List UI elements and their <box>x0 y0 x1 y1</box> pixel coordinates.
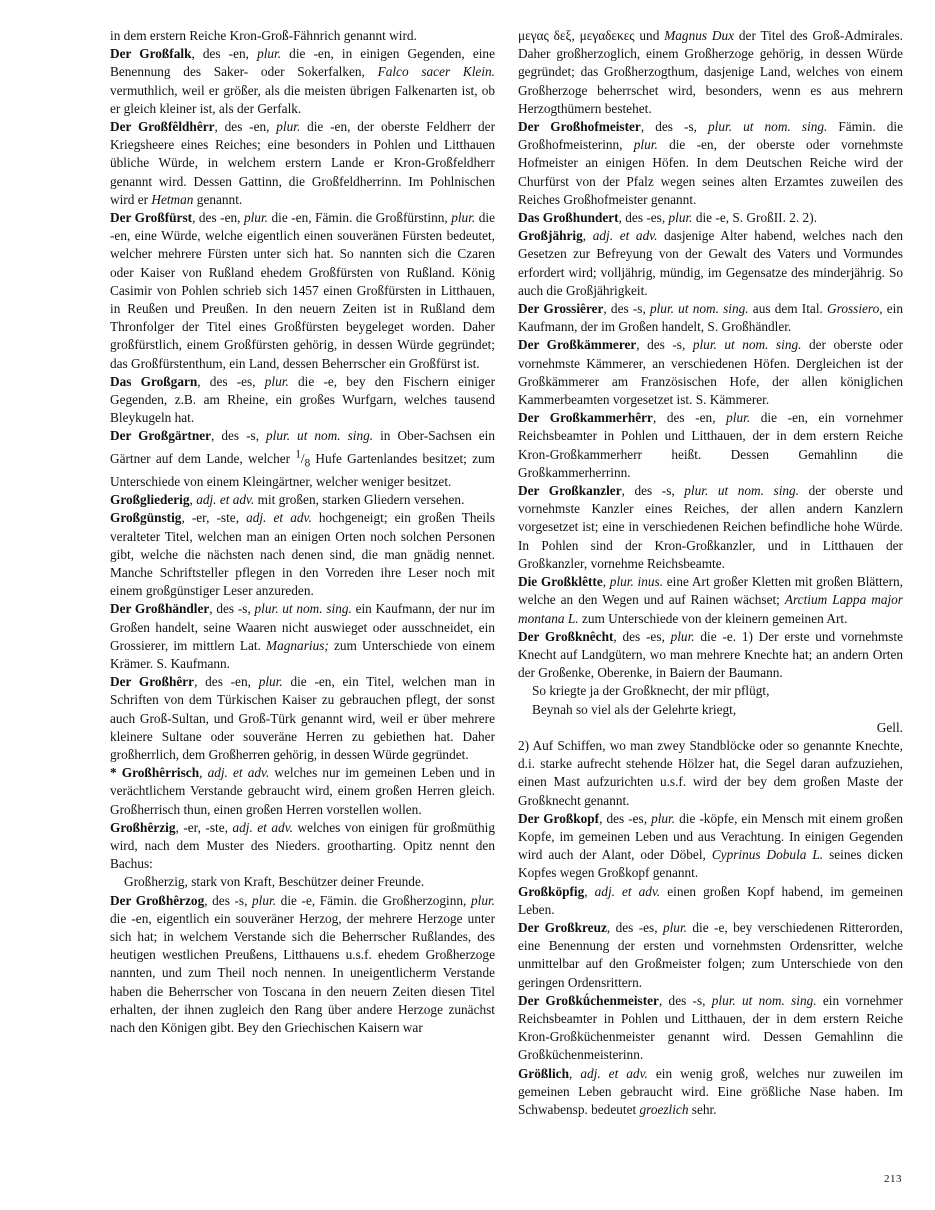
dictionary-entry <box>110 600 495 673</box>
entry-headword: Großhêrzig <box>110 819 176 835</box>
entry-text: , adj. et adv. dasjenige Alter habend, welches nach den Gesetzen zur Befreyung von der Gewalt des Vaters und Vormundes erfordert wird; volljährig, mündig, im Gegensatze des minderjährig. So auch die Großjährigkeit. <box>518 228 903 298</box>
dictionary-entry <box>518 573 903 628</box>
dictionary-entry <box>110 45 495 118</box>
right-column <box>518 27 903 1119</box>
entry-text: , des -s, plur. die -e, Fämin. die Großherzoginn, plur. die -en, eigentlich ein souveräner Herzog, der mehrere Herzoge unter sich hat; in welchem Verstande sich die Beherrscher Rußlandes, des heutigen westlichen Preußens, Litthauens u.s.f. ehedem Großherzoge nannten, und zum Theil noch nennen. In uneigentlicherm Verstande haben die Beherrscher von Toscana in den neuern Zeiten diesen Titel erhalten, der ihnen zugleich den Rang über andere Herzoge zunächst nach den Königen gibt. Bey den Griechischen Kaisern war <box>110 892 496 1036</box>
entry-text: , des -en, plur. die -en, ein vornehmer Reichsbeamter in Pohlen und Litthauen, der in dem erstern Reiche Kron-Großkammerherr heißt. Dessen Gemahlinn die Großkammerherrinn. <box>518 410 904 480</box>
entry-text: , -er, -ste, adj. et adv. welches von einigen für großmüthig wird, nach dem Muster des Nieders. grootharting. Opitz nennt den Bachus: <box>110 819 495 872</box>
entry-headword: Der Großkreuz <box>518 919 607 935</box>
dictionary-entry <box>110 491 495 509</box>
dictionary-entry <box>518 1065 903 1120</box>
entry-headword: Der Großhändler <box>110 601 210 617</box>
dictionary-entry <box>110 373 495 428</box>
entry-text: , des -s, plur. ut nom. sing. aus dem Ital. Grossiero, ein Kaufmann, der im Großen handelt, S. Großhändler. <box>518 301 903 335</box>
entry-headword: Der Großhêrzog <box>110 892 205 908</box>
dictionary-entry <box>110 427 495 491</box>
left-column <box>110 27 495 1037</box>
dictionary-entry <box>518 27 903 118</box>
entry-headword: Der Großkanzler <box>518 483 622 499</box>
entry-headword: * Großhêrrisch <box>110 765 200 781</box>
dictionary-entry <box>518 227 903 300</box>
dictionary-entry <box>110 209 495 373</box>
dictionary-entry <box>518 628 903 683</box>
entry-headword: Der Großhofmeister <box>518 119 641 135</box>
entry-text: , des -en, plur. die -en, der oberste Feldherr der Kriegsheere eines Reiches; eine besonders in Pohlen und Litthauen übliche Würde, in welchem erstern Lande er Kron-Großfeldherr genannt wird. Dessen Gattinn, die Großfeldherrinn. Im Pohlnischen wird er Hetman genannt. <box>110 119 495 207</box>
entry-text: , des -s, plur. ut nom. sing. der oberste oder vornehmste Kämmerer, an verschiedenen Höfen. Dergleichen ist der Großkämmerer am Französischen Hofe, der allen königlichen Kammerbeamten vorgesetzet ist. S. Kämmerer. <box>518 337 903 408</box>
entry-text: , plur. inus. eine Art großer Kletten mit großen Blättern, welche an den Wegen und auf Rainen wächset; Arctium Lappa major montana L. zum Unterschiede von der kleinern gemeinen Art. <box>518 574 903 626</box>
entry-text: , des -es, plur. die -e. 1) Der erste und vornehmste Knecht auf Landgütern, wo man mehrere Knechte hat; an andern Orten der Großenke, Oberenke, in Baiern der Baumann. <box>518 628 903 681</box>
entry-headword: Der Großgärtner <box>110 428 212 444</box>
dictionary-entry <box>110 118 495 209</box>
dictionary-entry <box>518 209 903 227</box>
entry-headword: Großjährig <box>518 228 583 244</box>
dictionary-entry <box>518 810 903 883</box>
entry-headword: Das Großgarn <box>110 373 198 389</box>
entry-headword: Der Großfêldhêrr <box>110 119 215 135</box>
entry-text: , des -en, plur. die -en, ein Titel, welchen man in Schriften von dem Türkischen Kaiser zu gebrauchen pflegt, der sonst auch Groß-Sultan, und Groß-Türk genannt wird, weil er über mehrere kleinere Sultane oder souveräne Herren zu gebiethen hat. Daher großherrlich, dem Großherren gehörig, in dessen Würde gegründet. <box>110 674 496 762</box>
entry-headword: Das Großhundert <box>518 210 619 226</box>
dictionary-entry <box>110 819 495 874</box>
entry-headword: Der Großkammerhêrr <box>518 410 653 426</box>
entry-text: , des -es, plur. die -e, S. GroßII. 2. 2). <box>618 210 817 226</box>
entry-text: , des -en, plur. die -en, Fämin. die Großfürstinn, plur. die -en, eine Würde, welche eigentlich einen souveränen Fürsten bedeutet, welcher mehrere Fürsten unter sich hat. So nannten sich die Czaren oder Kaiser von Rußland ehedem Großfürsten von Rußland. König Casimir von Pohlen schrieb sich 1457 einen Großfürsten in Litthauen, in Reußen und Preußen. In den neuern Zeiten ist in Rußland dem Thronfolger der Titel eines Großfürsten beygeleget worden. Daher großfürstlich, einem Großfürsten gehörig, in dessen Würde gegründet; das Großfürstenthum, ein Land, dessen Beherrscher ein Großfürst ist. <box>110 210 495 371</box>
entry-text: , des -es, plur. die -e, bey verschiedenen Ritterorden, eine Benennung der ersten und vornehmsten Ordensritter, welche unmittelbar auf den Großmeister folgen; zum Unterschiede von den geringen Ordensrittern. <box>518 919 903 990</box>
dictionary-entry <box>518 919 903 992</box>
entry-headword: Großgliederig <box>110 492 190 508</box>
entry-headword: Großköpfig <box>518 883 585 899</box>
verse-line: So kriegte ja der Großknecht, der mir pflügt, <box>532 683 770 699</box>
dictionary-entry <box>518 300 903 336</box>
dictionary-entry <box>110 27 495 45</box>
dictionary-entry <box>518 737 903 810</box>
entry-text: in dem erstern Reiche Kron-Groß-Fähnrich genannt wird. <box>110 28 417 43</box>
dictionary-entry <box>110 892 495 1038</box>
entry-text: , des -s, plur. ut nom. sing. ein Kaufmann, der nur im Großen handelt, seine Waaren nicht auswieget oder ausschneidet, ein Grossierer, im mittlern Lat. Magnarius; zum Unterschiede von einem Krämer. S. Kaufmann. <box>110 601 495 671</box>
entry-text: , des -en, plur. die -en, in einigen Gegenden, eine Benennung des Saker- oder Sokerfalken, Falco sacer Klein. vermuthlich, weil er größer, als die meisten übrigen Falkenarten ist, ob er gleich kleiner ist, als der Gerfalk. <box>110 46 495 116</box>
entry-text: μεγας δεξ, μεγαδεκες und Magnus Dux der Titel des Groß-Admirales. Daher großherzoglich, einem Großherzoge gehörig, in dessen Würde gegründet; das Großherzogthum, dasjenige Land, welches von einem Großherzoge beherrschet wird, besonders, wenn es aus mehrern Herzogthümern bestehet. <box>518 28 903 116</box>
dictionary-entry <box>518 482 903 573</box>
entry-headword: Der Großkǘchenmeister <box>518 992 659 1008</box>
entry-headword: Die Großklêtte <box>518 574 603 590</box>
entry-text: , adj. et adv. ein wenig groß, welches nur zuweilen im gemeinen Leben gebraucht wird. Eine größliche Nase haben. Im Schwabensp. bedeutet groezlich sehr. <box>518 1065 903 1117</box>
entry-headword: Der Großkämmerer <box>518 337 637 353</box>
dictionary-entry <box>518 883 903 919</box>
entry-text: , des -es, plur. die -e, bey den Fischern einiger Gegenden, z.B. am Rheine, ein großes Wurfgarn, welches tausend Bleykugeln hat. <box>110 373 495 426</box>
entry-text: , des -s, plur. ut nom. sing. der oberste und vornehmste Kanzler eines Reiches, der allen andern Kanzlern vorgesetzet ist; eine in verschiedenen Reichen befindliche hohe Würde. In Pohlen sind der Kron-Großkanzler, und in Litthauen der Großkanzler, vornehme Reichsbeamte. <box>518 483 904 571</box>
entry-headword: Der Großhêrr <box>110 674 195 690</box>
dictionary-entry <box>518 409 903 482</box>
entry-headword: Größlich <box>518 1065 569 1081</box>
entry-text: , des -es, plur. die -köpfe, ein Mensch mit einem großen Kopfe, im gemeinen Leben und aus Verachtung. In einigen Gegenden wird auch der Alant, oder Döbel, Cyprinus Dobula L. seines dicken Kopfes wegen Großkopf genannt. <box>518 810 904 881</box>
dictionary-entry <box>110 509 495 600</box>
dictionary-entry <box>518 118 903 209</box>
entry-text: 2) Auf Schiffen, wo man zwey Standblöcke oder so genannte Knechte, d.i. starke aufrecht stehende Hölzer hat, die Segel daran aufzuziehen, einen Mast aufzurichten u.s.f. wird der bey dem großen Maste der Großknecht genannt. <box>518 737 903 808</box>
entry-text: , adj. et adv. mit großen, starken Gliedern versehen. <box>189 492 465 508</box>
dictionary-entry <box>518 336 903 409</box>
page-number: 213 <box>884 1173 902 1185</box>
entry-headword: Der Großknêcht <box>518 628 614 644</box>
quote-source: Gell. <box>876 719 903 735</box>
entry-text: , adj. et adv. einen großen Kopf habend, im gemeinen Leben. <box>518 883 903 917</box>
entry-headword: Der Grossiêrer <box>518 301 604 317</box>
dictionary-entry <box>518 992 903 1065</box>
entry-headword: Der Großfürst <box>110 210 193 226</box>
entry-headword: Der Großkopf <box>518 810 600 826</box>
entry-text: , des -s, plur. ut nom. sing. Fämin. die Großhofmeisterinn, plur. die -en, der oberste oder vornehmste Hofmeister an einigen Höfen. In dem Deutschen Reiche wird der Churfürst von der Pfalz wegen seines alten Erzamtes zuweilen des Reiches Großhofmeister genannt. <box>518 119 904 207</box>
entry-text: , des -s, plur. ut nom. sing. in Ober-Sachsen ein Gärtner auf dem Lande, welcher $^1/_8$ Hufe Gartenlandes besitzet; zum Unterschiede von einem Kleingärtner, welcher weniger besitzet. <box>110 428 496 489</box>
verse-line: Beynah so viel als der Gelehrte kriegt, <box>532 701 737 717</box>
entry-text: , adj. et adv. welches nur im gemeinen Leben und in verächtlichem Verstande gebraucht wird, einem großen Herren gleich. Großherrisch thun, einen großen Herren vorstellen wollen. <box>110 765 495 817</box>
entry-text: , des -s, plur. ut nom. sing. ein vornehmer Reichsbeamter in Pohlen und Litthauen, der in dem erstern Reiche Kron-Großküchenmeister genannt wird. Dessen Gemahlinn die Großküchenmeisterinn. <box>518 992 903 1063</box>
dictionary-entry <box>110 764 495 819</box>
dictionary-entry <box>110 673 495 764</box>
entry-text: , -er, -ste, adj. et adv. hochgeneigt; ein großen Theils veralteter Titel, welchen man an einigen Orten noch solchen Personen gibt, welche die nächsten nach denen sind, die man gnädig nennet. Manche Schriftsteller pflegen in den Vorreden ihre Leser noch mit einem großgünstiger Leser anzureden. <box>110 510 495 599</box>
verse-line: Großherzig, stark von Kraft, Beschützer deiner Freunde. <box>124 874 425 890</box>
entry-headword: Der Großfalk <box>110 46 192 62</box>
entry-headword: Großgünstig <box>110 510 182 526</box>
